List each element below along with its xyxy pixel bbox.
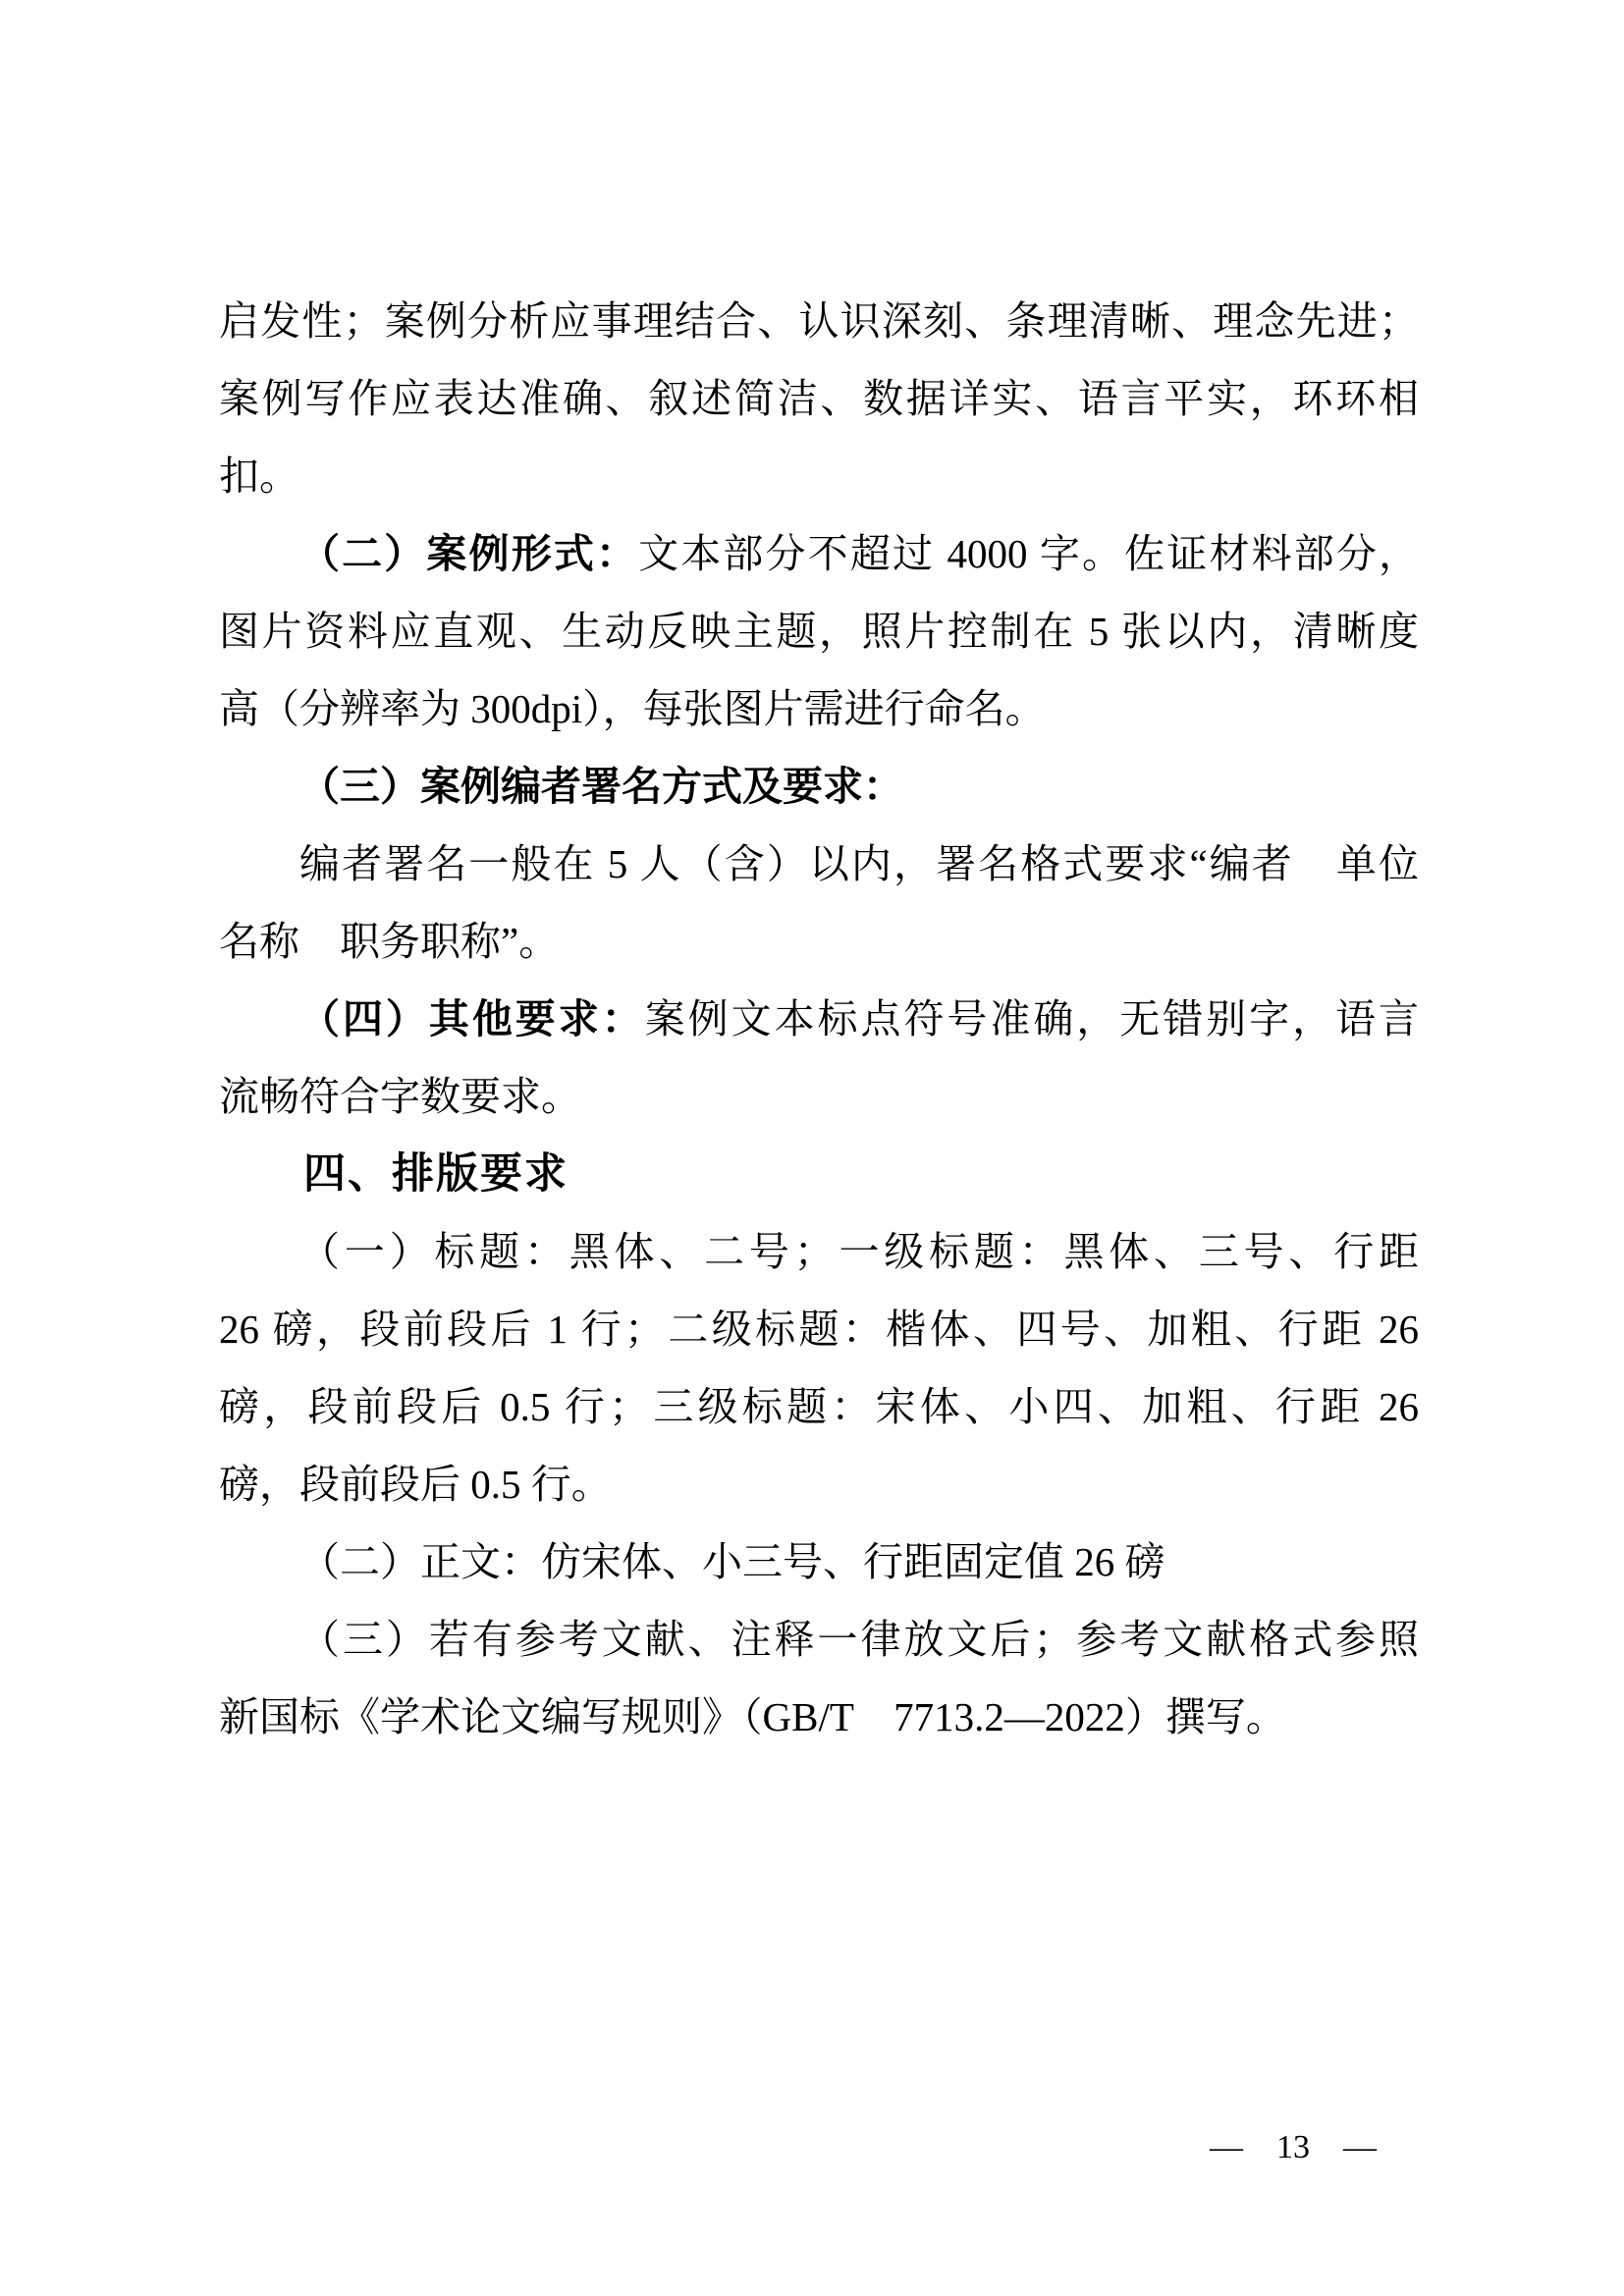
page-number: [1210, 2128, 1377, 2167]
line-text: 案例文本标点符号准确，无错别字，语言: [644, 996, 1420, 1041]
line-text: 磅，段前段后 0.5 行；三级标题：宋体、小四、加粗、行距 26: [219, 1384, 1419, 1429]
text-line: [219, 748, 1419, 826]
line-bold-lead: （四）其他要求：: [299, 996, 645, 1041]
line-bold-lead: （三）案例编者署名方式及要求：: [299, 764, 903, 809]
document-body: [219, 283, 1419, 1756]
footer-page-number: 13: [1276, 2129, 1310, 2165]
text-line: [219, 1679, 1419, 1756]
text-line: [219, 903, 1419, 981]
line-text: 图片资料应直观、生动反映主题，照片控制在 5 张以内，清晰度: [219, 609, 1419, 654]
line-text: 编者署名一般在 5 人（含）以内，署名格式要求“编者 单位: [299, 841, 1419, 886]
text-line: [219, 981, 1419, 1058]
line-text: 流畅符合字数要求。: [219, 1074, 581, 1119]
line-text: 启发性；案例分析应事理结合、认识深刻、条理清晰、理念先进；: [219, 298, 1419, 344]
line-text: 高（分辨率为 300dpi），每张图片需进行命名。: [219, 686, 1046, 731]
line-bold-lead: （二）案例形式：: [299, 531, 639, 576]
line-text: （三）若有参考文献、注释一律放文后；参考文献格式参照: [299, 1617, 1419, 1662]
text-line: [219, 1601, 1419, 1679]
line-text: （二）正文：仿宋体、小三号、行距固定值 26 磅: [299, 1539, 1165, 1584]
text-line: [219, 1213, 1419, 1291]
text-line: [219, 1446, 1419, 1523]
section-heading: [219, 1136, 1419, 1213]
line-text: （一）标题：黑体、二号；一级标题：黑体、三号、行距: [299, 1229, 1419, 1274]
text-line: [219, 670, 1419, 748]
text-line: [219, 593, 1419, 670]
line-text: 扣。: [219, 454, 299, 499]
text-line: [219, 1291, 1419, 1368]
line-text: 文本部分不超过 4000 字。佐证材料部分，: [638, 531, 1420, 576]
line-text: 26 磅，段前段后 1 行；二级标题：楷体、四号、加粗、行距 26: [219, 1307, 1419, 1352]
text-line: [219, 283, 1419, 360]
text-line: [219, 438, 1419, 515]
footer-dash-left: —: [1210, 2129, 1243, 2165]
text-line: [219, 1523, 1419, 1601]
footer-dash-right: —: [1343, 2129, 1377, 2165]
text-line: [219, 826, 1419, 903]
line-text: 案例写作应表达准确、叙述简洁、数据详实、语言平实，环环相: [219, 376, 1419, 421]
line-text: 磅，段前段后 0.5 行。: [219, 1462, 612, 1507]
text-line: [219, 1368, 1419, 1446]
text-line: [219, 515, 1419, 593]
text-line: [219, 1058, 1419, 1136]
heading-text: 四、排版要求: [303, 1150, 568, 1198]
line-text: 新国标《学术论文编写规则》（GB/T 7713.2—2022）撰写。: [219, 1694, 1286, 1739]
text-line: [219, 360, 1419, 438]
line-text: 名称 职务职称”。: [219, 919, 560, 964]
